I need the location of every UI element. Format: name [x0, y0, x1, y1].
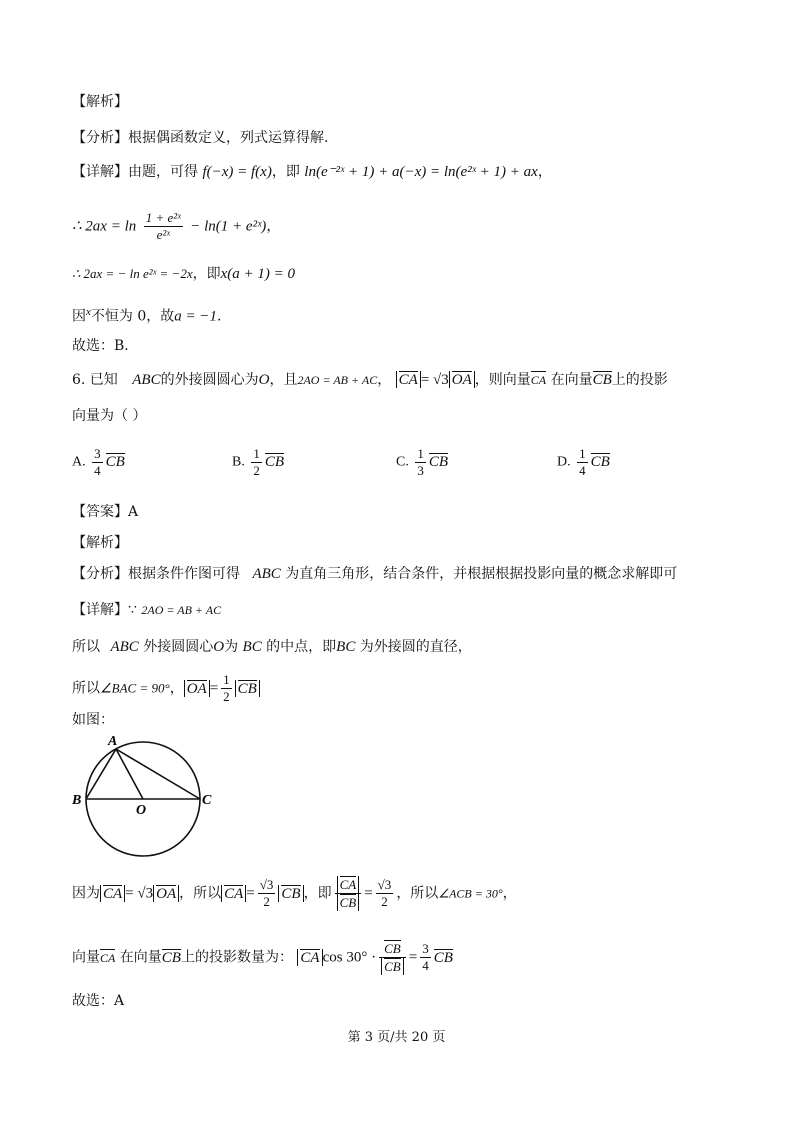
option-c: C. $\frac{1}{3}$ CB	[396, 446, 449, 478]
q6-stem-g: 上的投影	[611, 372, 668, 388]
q5-ie-1: ，即	[271, 164, 300, 180]
q5-step2-num: 1 + e²ˣ	[145, 210, 181, 225]
q6-analysis	[72, 564, 677, 584]
q5-step2-post: − ln(1 + e²ˣ)	[190, 218, 267, 235]
q5-answer: 故选：B.	[72, 338, 129, 354]
q6-fenxi-abc: ABC	[252, 566, 281, 582]
q6-stem-b: 的外接圆圆心为	[160, 372, 259, 388]
figure-label: 如图：	[72, 712, 114, 728]
fenxi-tag: 【分析】	[72, 130, 128, 146]
q5-step2-pre: ∴ 2ax = ln	[72, 218, 137, 235]
circle-figure	[68, 730, 218, 870]
q5-step3	[72, 264, 295, 284]
q6-stem-abc: ABC	[132, 372, 161, 388]
q6-xj-eq: 2AO = AB + AC	[141, 603, 222, 617]
q6-line1: 所以 ABC 外接圆圆心O为 BC 的中点，即BC 为外接圆的直径，	[72, 639, 472, 655]
q5-step2-den: e²ˣ	[156, 227, 170, 242]
q6-abs-ca: CA	[396, 371, 421, 388]
segment-ab	[86, 749, 116, 799]
xiangjie-tag: 【详解】	[72, 164, 128, 180]
q5-step3-eq: ∴ 2ax = − ln e²ˣ = −2x	[72, 266, 193, 281]
q6-answer	[72, 502, 138, 522]
q5-reason-eq: a = −1	[174, 308, 217, 325]
q6-stem-d: ，	[377, 372, 392, 388]
q6-stem-e: ，则向量	[474, 372, 531, 388]
jiexi-tag-1: 【解析】	[72, 94, 128, 110]
point-c-label: C	[202, 793, 212, 808]
fenxi-tag-2: 【分析】	[72, 566, 128, 582]
daan-tag: 【答案】	[72, 504, 128, 520]
q5-detail-line1: 【详解】由题，可得 f(−x) = f(x)，即 ln(e⁻²ˣ + 1) + a(−x) = ln(e²ˣ + 1) + ax，	[72, 164, 552, 180]
q5-even-eq: f(−x) = f(x)	[202, 164, 272, 180]
q6-line3: 因为 CA = √3 OA ，所以 CA = $\frac{√3}{2}$ CB ，即 $\frac{CA}{CB}$ = $\frac{√3}{2}$ ，所以∠ACB = 30°，	[72, 877, 517, 910]
q5-detail-pre: 由题，可得	[128, 164, 198, 180]
q6-fenxi-a: 根据条件作图可得	[128, 566, 240, 582]
point-o-label: O	[136, 803, 147, 818]
q5-log-eq: ln(e⁻²ˣ + 1) + a(−x) = ln(e²ˣ + 1) + ax	[304, 164, 538, 180]
q6-stem-o: O	[258, 372, 270, 388]
q6-answer-value: A	[128, 504, 139, 520]
q5-analysis-text: 根据偶函数定义，列式运算得解.	[128, 130, 329, 146]
q5-step3-result: x(a + 1) = 0	[220, 266, 296, 282]
q5-reason-post: 不恒为 0，故	[90, 308, 175, 325]
jiexi-tag-2: 【解析】	[72, 535, 128, 551]
q6-because: ∵	[128, 602, 137, 618]
q6-stem-vca: CA	[530, 373, 547, 387]
q6-line4: 向量CA 在向量CB上的投影数量为： CA cos 30° · $\frac{CB}{CB}$ = $\frac{3}{4}$ CB	[72, 941, 453, 974]
q6-stem-line1	[72, 370, 668, 390]
q6-fenxi-b: 为直角三角形，结合条件，并根据根据投影向量的概念求解即可	[285, 566, 678, 582]
q6-stem-eq1: 2AO = AB + AC	[297, 373, 378, 387]
q6-line2: 所以∠BAC = 90°， OA = $\frac{1}{2}$ CB	[72, 672, 260, 705]
q6-stem-c: ，且	[269, 372, 298, 388]
q5-step2	[72, 210, 280, 243]
page-footer: 第 3 页/共 20 页	[347, 1030, 446, 1045]
q5-reason	[72, 302, 221, 327]
option-d: D. $\frac{1}{4}$ CB	[557, 446, 610, 478]
q5-reason-pre: 因	[72, 308, 86, 325]
q6-final: 故选：A	[72, 993, 125, 1009]
q5-step2-frac	[144, 210, 183, 243]
q5-reason-end: .	[217, 308, 222, 325]
q6-stem-f: 在向量	[550, 372, 593, 388]
xiangjie-tag-2: 【详解】	[72, 602, 128, 618]
option-a: A. $\frac{3}{4}$ CB	[72, 446, 125, 478]
point-a-label: A	[108, 734, 118, 749]
q6-abs-oa: OA	[449, 371, 475, 388]
q5-reason-x: x	[86, 306, 91, 318]
q5-analysis	[72, 128, 328, 148]
q6-stem-line2: 向量为（ ）	[72, 408, 147, 424]
point-b-label: B	[72, 793, 82, 808]
q6-sqrt3: = √3	[420, 372, 449, 388]
q5-step3-mid: ，即	[192, 266, 221, 282]
q6-detail	[72, 600, 221, 620]
q5-step2-end: ，	[266, 218, 281, 235]
q6-stem-vcb: CB	[592, 372, 612, 388]
q6-stem-a: 6. 已知	[72, 372, 118, 388]
option-b: B. $\frac{1}{2}$ CB	[232, 446, 285, 478]
